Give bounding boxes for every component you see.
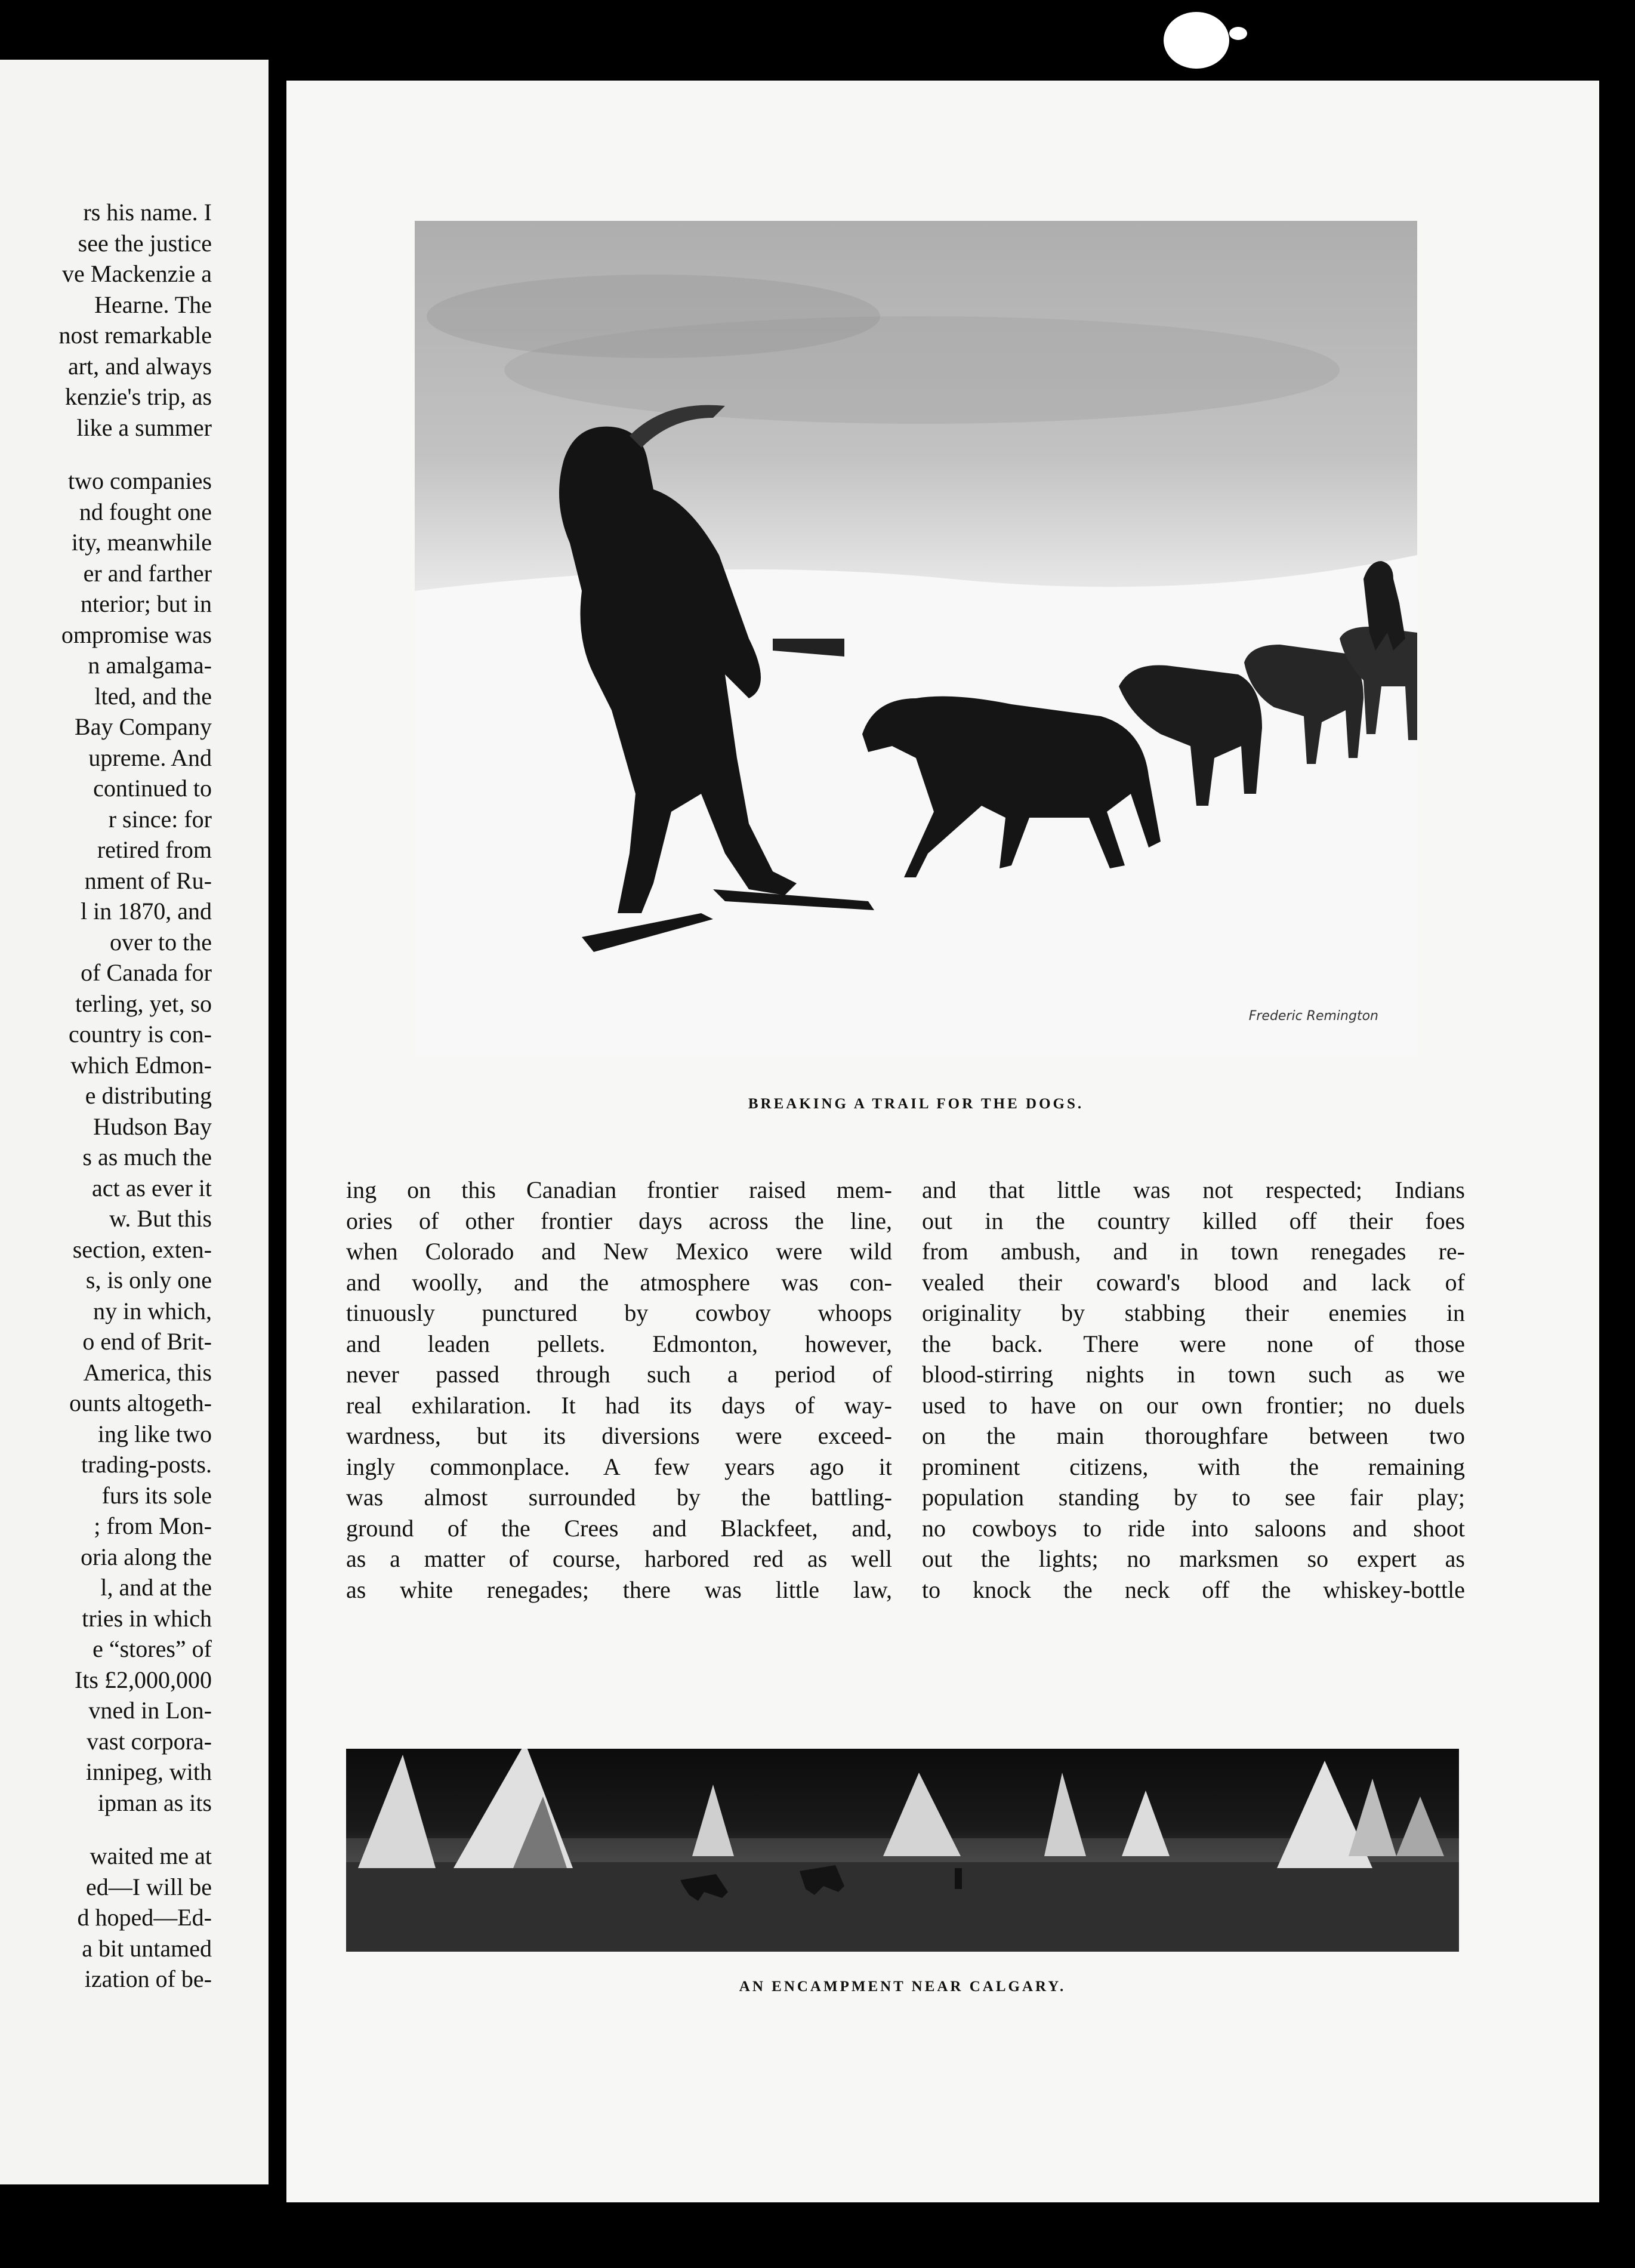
text-line: population standing by to see fair play; xyxy=(922,1484,1465,1511)
text-line: and that little was not respected; Indians xyxy=(922,1176,1465,1203)
text-line: from ambush, and in town renegades re- xyxy=(922,1238,1465,1265)
text-line: ipman as its xyxy=(97,1789,212,1816)
text-line: like a summer xyxy=(76,414,212,441)
text-line: never passed through such a period of xyxy=(346,1361,892,1388)
text-line: r since: for xyxy=(108,805,212,833)
text-line: w. But this xyxy=(109,1205,212,1232)
text-line: retired from xyxy=(97,836,212,863)
text-line: ny in which, xyxy=(93,1297,212,1324)
text-line: nment of Ru- xyxy=(84,867,212,894)
text-line: used to have on our own frontier; no duels xyxy=(922,1391,1465,1419)
text-line: as a matter of course, harbored red as well xyxy=(346,1545,892,1572)
text-line: l in 1870, and xyxy=(81,898,212,925)
illustration-breaking-trail xyxy=(415,221,1417,1056)
text-line: vast corpora- xyxy=(87,1727,212,1755)
text-column-middle xyxy=(346,1175,892,1605)
text-line: ; from Mon- xyxy=(94,1512,212,1539)
sled-dog-illustration xyxy=(415,221,1417,1056)
text-line: ing like two xyxy=(97,1420,212,1447)
text-line: which Edmon- xyxy=(70,1051,212,1078)
text-line: s, is only one xyxy=(85,1266,212,1293)
text-line: Bay Company xyxy=(75,713,212,740)
paper-speck xyxy=(1229,27,1247,40)
text-line: originality by stabbing their enemies in xyxy=(922,1299,1465,1326)
text-line: out in the country killed off their foes xyxy=(922,1207,1465,1234)
text-column-right xyxy=(922,1175,1465,1605)
text-line: ompromise was xyxy=(61,621,212,648)
text-line: ground of the Crees and Blackfeet, and, xyxy=(346,1514,892,1542)
paragraph-gap xyxy=(0,443,212,466)
text-line: continued to xyxy=(93,775,212,802)
text-line: ounts altogeth- xyxy=(69,1389,212,1416)
paragraph-gap xyxy=(0,1818,212,1841)
text-line: nost remarkable xyxy=(58,322,212,349)
text-line: was almost surrounded by the battling- xyxy=(346,1484,892,1511)
text-line: and leaden pellets. Edmonton, however, xyxy=(346,1330,892,1357)
figure-caption-dogs: BREAKING A TRAIL FOR THE DOGS. xyxy=(748,1096,1084,1112)
text-line: l, and at the xyxy=(100,1574,212,1601)
text-line: ity, meanwhile xyxy=(71,529,212,556)
text-line: vned in Lon- xyxy=(88,1697,212,1724)
text-line: America, this xyxy=(83,1358,212,1386)
text-line: ories of other frontier days across the line, xyxy=(346,1207,892,1234)
text-line: tries in which xyxy=(82,1604,212,1632)
text-line: trading-posts. xyxy=(81,1451,212,1478)
text-line: two companies xyxy=(67,467,212,494)
text-line: n amalgama- xyxy=(88,652,212,679)
figure-caption-camp: AN ENCAMPMENT NEAR CALGARY. xyxy=(739,1979,1066,1995)
text-line: rs his name. I xyxy=(83,199,212,226)
text-line: Hudson Bay xyxy=(93,1113,212,1140)
paper-speck xyxy=(1164,12,1229,69)
teepee-encampment-photo xyxy=(346,1749,1459,1952)
text-line: when Colorado and New Mexico were wild xyxy=(346,1238,892,1265)
text-line: tinuously punctured by cowboy whoops xyxy=(346,1299,892,1326)
text-line: ingly commonplace. A few years ago it xyxy=(346,1453,892,1480)
text-line: lted, and the xyxy=(94,682,212,710)
text-line: out the lights; no marksmen so expert as xyxy=(922,1545,1465,1572)
text-line: wardness, but its diversions were exceed- xyxy=(346,1422,892,1449)
photo-encampment xyxy=(346,1749,1459,1952)
text-line: and woolly, and the atmosphere was con- xyxy=(346,1268,892,1296)
left-page xyxy=(0,60,269,2184)
text-line: no cowboys to ride into saloons and shoot xyxy=(922,1514,1465,1542)
text-line: er and farther xyxy=(83,559,212,587)
text-line: blood-stirring nights in town such as we xyxy=(922,1361,1465,1388)
text-line: Hearne. The xyxy=(94,291,212,318)
artist-signature: Frederic Remington xyxy=(1248,1009,1378,1024)
text-line: to knock the neck off the whiskey-bottle xyxy=(922,1576,1465,1603)
text-line: country is con- xyxy=(69,1021,212,1047)
text-line: ization of be- xyxy=(84,1965,212,1992)
text-line: real exhilaration. It had its days of way- xyxy=(346,1391,892,1419)
text-line: act as ever it xyxy=(92,1174,212,1201)
text-line: e “stores” of xyxy=(92,1635,212,1662)
text-line: kenzie's trip, as xyxy=(64,383,212,410)
text-line: a bit untamed xyxy=(82,1934,212,1962)
text-line: oria along the xyxy=(81,1543,212,1570)
text-line: Its £2,000,000 xyxy=(75,1666,212,1693)
text-line: of Canada for xyxy=(81,959,212,986)
text-line: terling, yet, so xyxy=(75,990,212,1017)
text-line: ed—I will be xyxy=(85,1873,212,1900)
text-line: e distributing xyxy=(85,1082,212,1109)
text-line: s as much the xyxy=(82,1144,212,1170)
text-line: art, and always xyxy=(67,352,212,380)
text-line: nd fought one xyxy=(79,498,212,525)
text-line: on the main thoroughfare between two xyxy=(922,1422,1465,1449)
text-line: waited me at xyxy=(90,1842,212,1869)
text-line: the back. There were none of those xyxy=(922,1330,1465,1357)
text-line: nterior; but in xyxy=(81,590,212,617)
text-line: prominent citizens, with the remaining xyxy=(922,1453,1465,1480)
text-line: d hoped—Ed- xyxy=(77,1904,212,1931)
text-line: upreme. And xyxy=(88,744,212,771)
text-line: over to the xyxy=(109,928,212,956)
text-line: ve Mackenzie a xyxy=(62,260,212,287)
left-text-column xyxy=(0,197,212,1995)
text-line: innipeg, with xyxy=(85,1758,212,1785)
text-line: furs its sole xyxy=(101,1481,212,1509)
text-line: see the justice xyxy=(78,229,212,257)
text-line: section, exten- xyxy=(72,1235,212,1263)
text-line: as white renegades; there was little law, xyxy=(346,1576,892,1603)
text-line: vealed their coward's blood and lack of xyxy=(922,1268,1465,1296)
text-line: o end of Brit- xyxy=(82,1328,212,1355)
text-line: ing on this Canadian frontier raised mem- xyxy=(346,1176,892,1203)
